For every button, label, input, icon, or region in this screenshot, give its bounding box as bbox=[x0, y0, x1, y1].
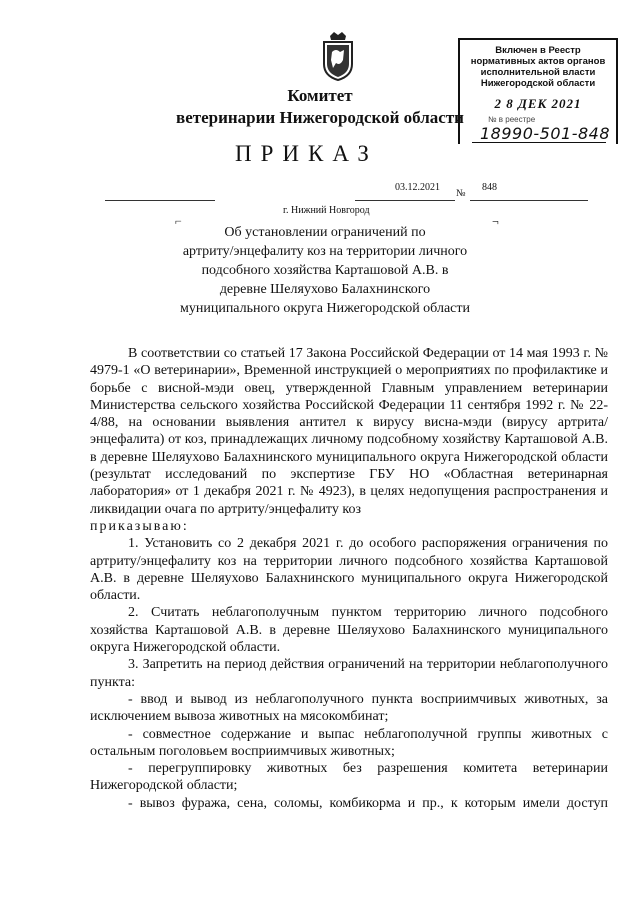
order-word: приказываю: bbox=[90, 518, 189, 534]
stamp-line: Включен в Реестр bbox=[495, 45, 581, 56]
prohibition-item: - ввод и вывод из неблагополучного пункта восприимчивых животных, за исключением вывоза животных на мясокомбинат; bbox=[90, 691, 608, 725]
order-number: 848 bbox=[482, 182, 497, 193]
stamp-registry-label: № в реестре bbox=[488, 115, 536, 124]
stamp-line: исполнительной власти bbox=[480, 67, 596, 78]
number-underline bbox=[470, 200, 588, 201]
order-subject bbox=[170, 223, 480, 318]
subject-line: подсобного хозяйства Карташовой А.В. в bbox=[201, 263, 449, 278]
stamp-line: Нижегородской области bbox=[480, 78, 596, 89]
bracket-right: ¬ bbox=[492, 214, 499, 228]
date-underline bbox=[355, 200, 455, 201]
date-line-left bbox=[105, 200, 215, 201]
org-name-line1: Комитет bbox=[287, 86, 353, 105]
number-label: № bbox=[456, 188, 466, 199]
registry-stamp bbox=[458, 38, 618, 144]
bracket-left: ⌐ bbox=[175, 214, 182, 228]
prohibition-item: - совместное содержание и выпас неблагополучной группы животных с остальным поголовьем восприимчивых животных; bbox=[90, 726, 608, 759]
document-title: ПРИКАЗ bbox=[235, 141, 378, 166]
stamp-line: нормативных актов органов bbox=[470, 56, 606, 67]
order-date: 03.12.2021 bbox=[395, 182, 440, 193]
coat-of-arms-emblem bbox=[318, 30, 358, 82]
order-body bbox=[90, 345, 608, 812]
prohibition-item: - перегруппировку животных без разрешения комитета ветеринарии Нижегородской области; bbox=[90, 761, 608, 794]
clause-2: 2. Считать неблагополучным пунктом территорию личного подсобного хозяйства Карташовой А.В. в деревне Шеляухово Балахнинского муниципального округа Нижегородской области. bbox=[90, 605, 608, 656]
clause-1: 1. Установить со 2 декабря 2021 г. до особого распоряжения ограничения по артриту/энцефалиту коз на территории личного подсобного хозяйства Карташовой А.В. в деревне Шеляухово Балахнинского муниципального округа Нижегородской области. bbox=[90, 536, 608, 604]
subject-line: муниципального округа Нижегородской области bbox=[179, 301, 470, 316]
stamp-date: 2 8 ДЕК 2021 bbox=[494, 96, 582, 111]
subject-line: артриту/энцефалиту коз на территории личного bbox=[182, 244, 468, 259]
city: г. Нижний Новгород bbox=[283, 205, 370, 216]
subject-line: деревне Шеляухово Балахнинского bbox=[219, 282, 431, 297]
org-name-line2: ветеринарии Нижегородской области bbox=[176, 108, 464, 127]
clause-3: 3. Запретить на период действия ограничений на территории неблагополучного пункта: bbox=[90, 657, 608, 690]
prohibition-item: - вывоз фуража, сена, соломы, комбикорма и пр., к которым имели доступ bbox=[128, 795, 608, 811]
stamp-registry-number: 18990-501-848 bbox=[480, 124, 611, 143]
preamble-paragraph: В соответствии со статьей 17 Закона Российской Федерации от 14 мая 1993 г. № 4979-1 «О ветеринарии», Временной инструкцией о мероприятиях по профилактике и борьбе с висной-мэди овец, утвержденной Главным управлением ветеринарии Министерства сельского хозяйства Российской Федерации 11 сентября 1992 г. № 22-4/88, на основании выявления антител к вирусу висна-мэди (вирусу артрита/энцефалита) от коз, принадлежащих личному подсобному хозяйству Карташовой А.В. в деревне Шеляухово Балахнинского муниципального округа Нижегородской области (результат исследований по экспертизе ГБУ НО «Областная ветеринарная лаборатория» от 1 декабря 2021 г. № 4923), в целях недопущения распространения и ликвидации очага по артриту/энцефалиту коз bbox=[90, 346, 608, 517]
stamp-underline bbox=[472, 142, 606, 143]
subject-line: Об установлении ограничений по bbox=[224, 225, 426, 240]
